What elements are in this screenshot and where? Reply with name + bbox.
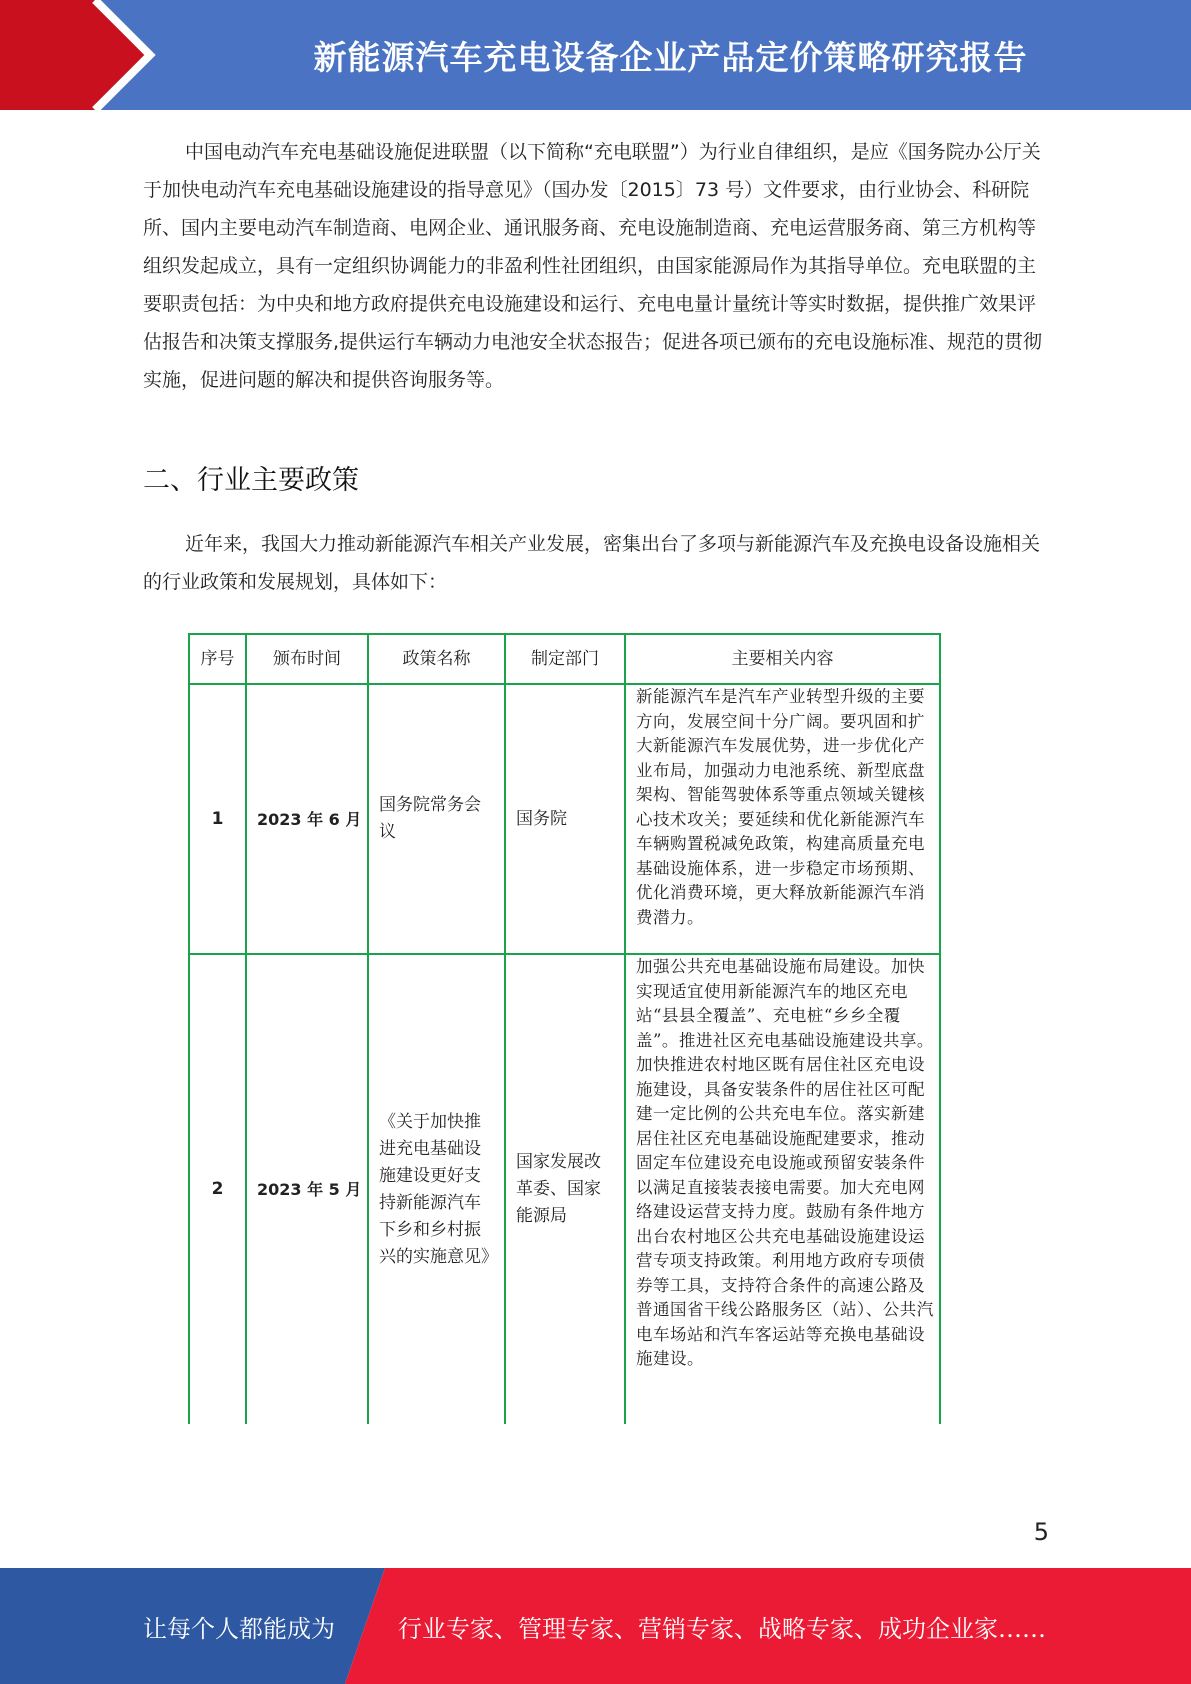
row-department: 国务院: [505, 684, 625, 954]
page-header: [0, 0, 1191, 110]
header-cell-date: 颁布时间: [246, 634, 368, 684]
header-cell-number: 序号: [189, 634, 246, 684]
intro-paragraph: 中国电动汽车充电基础设施促进联盟（以下简称“充电联盟”）为行业自律组织，是应《国务院办公厅关于加快电动汽车充电基础设施建设的指导意见》（国办发〔2015〕73 号）文件要求，由行业协会、科研院所、国内主要电动汽车制造商、电网企业、通讯服务商、充电设施制造商、充电运营服务商、第三方机构等组织发起成立，具有一定组织协调能力的非盈利性社团组织，由国家能源局作为其指导单位。充电联盟的主要职责包括：为中央和地方政府提供充电设施建设和运行、充电电量计量统计等实时数据，提供推广效果评估报告和决策支撑服务,提供运行车辆动力电池安全状态报告；促进各项已颁布的充电设施标准、规范的贯彻实施，促进问题的解决和提供咨询服务等。: [143, 141, 1043, 391]
row-policy-name: 国务院常务会议: [368, 684, 505, 954]
row-number: 1: [189, 684, 246, 954]
header-title: 新能源汽车充电设备企业产品定价策略研究报告: [313, 37, 1028, 77]
table-row: [189, 684, 940, 954]
section-heading: 二、行业主要政策: [143, 465, 359, 496]
table-header-row: [189, 634, 940, 684]
row-date: 2023 年 6 月: [246, 684, 368, 954]
policy-table: [188, 633, 941, 1424]
row-number: 2: [189, 954, 246, 1424]
row-policy-name: 《关于加快推进充电基础设施建设更好支持新能源汽车下乡和乡村振兴的实施意见》: [368, 954, 505, 1424]
header-cell-content: 主要相关内容: [625, 634, 940, 684]
row-content: 加强公共充电基础设施布局建设。加快实现适宜使用新能源汽车的地区充电站“县县全覆盖”、充电桩“乡乡全覆盖”。推进社区充电基础设施建设共享。加快推进农村地区既有居住社区充电设施建设，具备安装条件的居住社区可配建一定比例的公共充电车位。落实新建居住社区充电基础设施配建要求，推动固定车位建设充电设施或预留安装条件以满足直接装表接电需要。加大充电网络建设运营支持力度。鼓励有条件地方出台农村地区公共充电基础设施建设运营专项支持政策。利用地方政府专项债券等工具，支持符合条件的高速公路及普通国省干线公路服务区（站）、公共汽电车场站和汽车客运站等充换电基础设施建设。: [625, 954, 940, 1424]
header-cell-policy-name: 政策名称: [368, 634, 505, 684]
row-department: 国家发展改革委、国家能源局: [505, 954, 625, 1424]
row-content: 新能源汽车是汽车产业转型升级的主要方向，发展空间十分广阔。要巩固和扩大新能源汽车发展优势，进一步优化产业布局，加强动力电池系统、新型底盘架构、智能驾驶体系等重点领域关键核心技术攻关；要延续和优化新能源汽车车辆购置税减免政策，构建高质量充电基础设施体系，进一步稳定市场预期、优化消费环境，更大释放新能源汽车消费潜力。: [625, 684, 940, 954]
page-number: 5: [1033, 1518, 1049, 1546]
table-row: [189, 954, 940, 1424]
footer-slogan-right: 行业专家、管理专家、营销专家、战略专家、成功企业家……: [398, 1614, 1046, 1643]
header-cell-department: 制定部门: [505, 634, 625, 684]
footer-slogan-left: 让每个人都能成为: [143, 1614, 335, 1643]
page-footer: [0, 1568, 1191, 1684]
policy-intro-paragraph: 近年来，我国大力推动新能源汽车相关产业发展，密集出台了多项与新能源汽车及充换电设备设施相关的行业政策和发展规划，具体如下：: [143, 533, 1041, 593]
row-date: 2023 年 5 月: [246, 954, 368, 1424]
